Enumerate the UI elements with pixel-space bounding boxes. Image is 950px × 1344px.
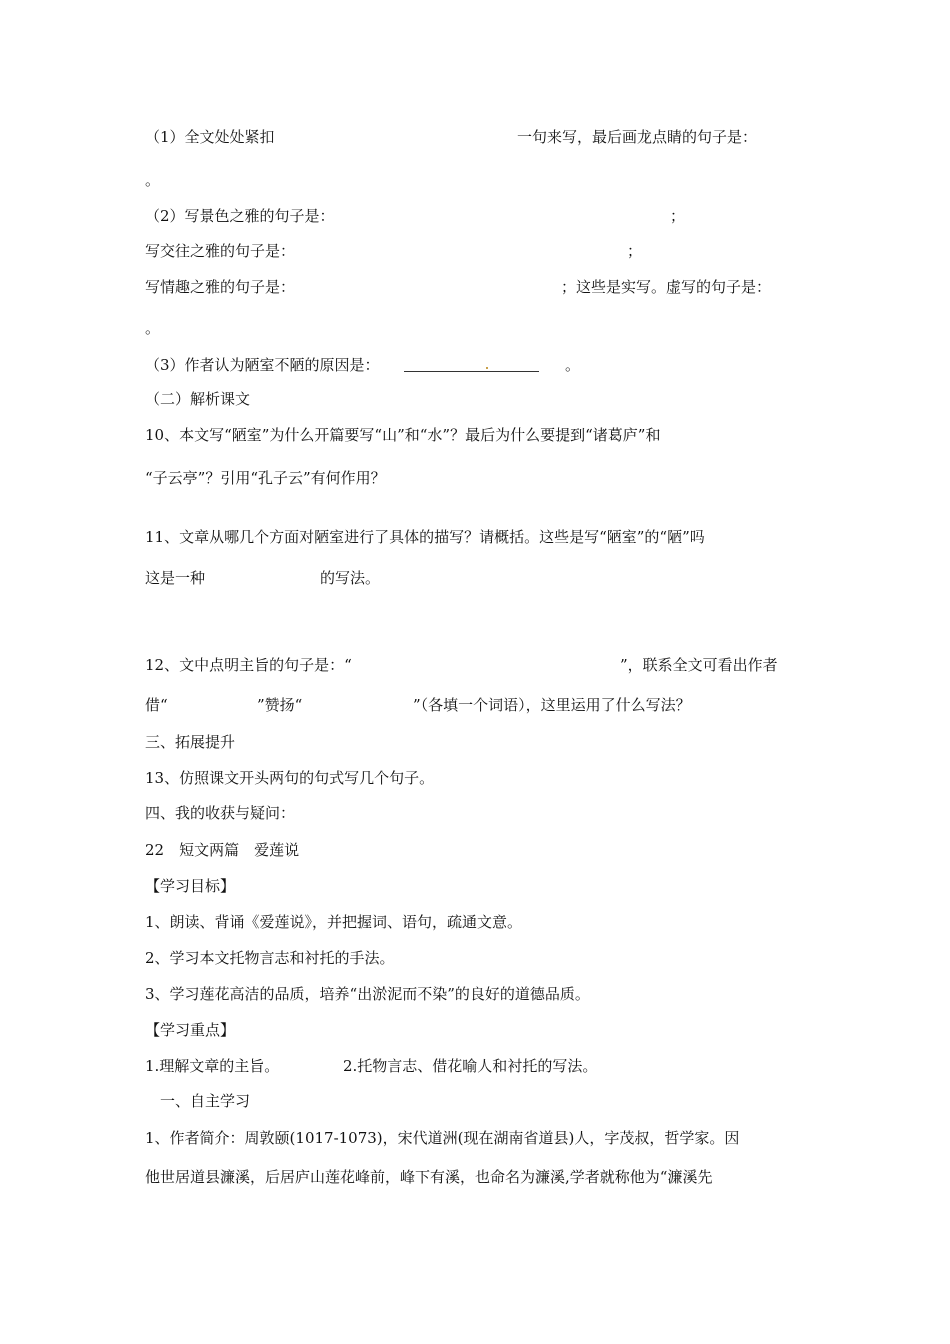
q11-line2b: 的写法。 bbox=[320, 569, 381, 587]
q3-label: （3）作者认为陋室不陋的原因是： bbox=[145, 356, 380, 374]
q12-line1b: ”，联系全文可看出作者 bbox=[620, 656, 778, 674]
q2-social-end: ； bbox=[627, 242, 643, 260]
author-intro-line2: 他世居道县濂溪，后居庐山莲花峰前，峰下有溪，也命名为濂溪,学者就称他为“濂溪先 bbox=[145, 1168, 713, 1186]
q10-line1: 10、本文写“陋室”为什么开篇要写“山”和“水”？最后为什么要提到“诸葛庐”和 bbox=[145, 426, 661, 444]
q2-interest-label: 写情趣之雅的句子是： bbox=[145, 278, 296, 296]
section-extend: 三、拓展提升 bbox=[145, 733, 236, 751]
q12-line1a: 12、文中点明主旨的句子是：“ bbox=[145, 656, 352, 674]
focus-item-1: 1.理解文章的主旨。 bbox=[145, 1057, 280, 1075]
q2-scenery-end: ； bbox=[670, 207, 686, 225]
q2-social-label: 写交往之雅的句子是： bbox=[145, 242, 296, 260]
q11-line2a: 这是一种 bbox=[145, 569, 206, 587]
goal-item: 2、学习本文托物言志和衬托的手法。 bbox=[145, 949, 395, 967]
q13-text: 13、仿照课文开头两句的句式写几个句子。 bbox=[145, 769, 435, 787]
q2-scenery-label: （2）写景色之雅的句子是： bbox=[145, 207, 335, 225]
section-analysis: （二）解析课文 bbox=[145, 390, 251, 408]
q3-answer-blank[interactable] bbox=[404, 371, 539, 372]
q10-line2: “子云亭”？引用“孔子云”有何作用？ bbox=[145, 469, 386, 487]
goals-header: 【学习目标】 bbox=[145, 877, 236, 895]
q1-end: 。 bbox=[145, 171, 161, 189]
q11-line1: 11、文章从哪几个方面对陋室进行了具体的描写？请概括。这些是写“陋室”的“陋”吗 bbox=[145, 528, 705, 546]
q3-end: 。 bbox=[565, 356, 581, 374]
goal-item: 3、学习莲花高洁的品质，培养“出淤泥而不染”的良好的道德品质。 bbox=[145, 985, 590, 1003]
focus-header: 【学习重点】 bbox=[145, 1021, 236, 1039]
self-study-heading: 一、自主学习 bbox=[160, 1092, 251, 1110]
q12-line2c: ”（各填一个词语），这里运用了什么写法？ bbox=[413, 696, 691, 714]
author-intro-line1: 1、作者简介：周敦颐(1017-1073)，宋代道洲(现在湖南省道县)人，字茂叔，哲学家。因 bbox=[145, 1129, 740, 1147]
q12-line2b: ”赞扬“ bbox=[257, 696, 303, 714]
section-harvest: 四、我的收获与疑问： bbox=[145, 804, 296, 822]
focus-item-2: 2.托物言志、借花喻人和衬托的写法。 bbox=[343, 1057, 598, 1075]
q12-line2a: 借“ bbox=[145, 696, 168, 714]
q2-end: 。 bbox=[145, 319, 161, 337]
q1-text-a: （1）全文处处紧扣 bbox=[145, 128, 275, 146]
lesson-title: 22 短文两篇 爱莲说 bbox=[145, 841, 300, 859]
q1-text-b: 一句来写，最后画龙点睛的句子是： bbox=[517, 128, 758, 146]
q3-blank-mark bbox=[486, 367, 488, 369]
q2-interest-end: ；这些是实写。虚写的句子是： bbox=[561, 278, 772, 296]
goal-item: 1、朗读、背诵《爱莲说》，并把握词、语句，疏通文意。 bbox=[145, 913, 523, 931]
